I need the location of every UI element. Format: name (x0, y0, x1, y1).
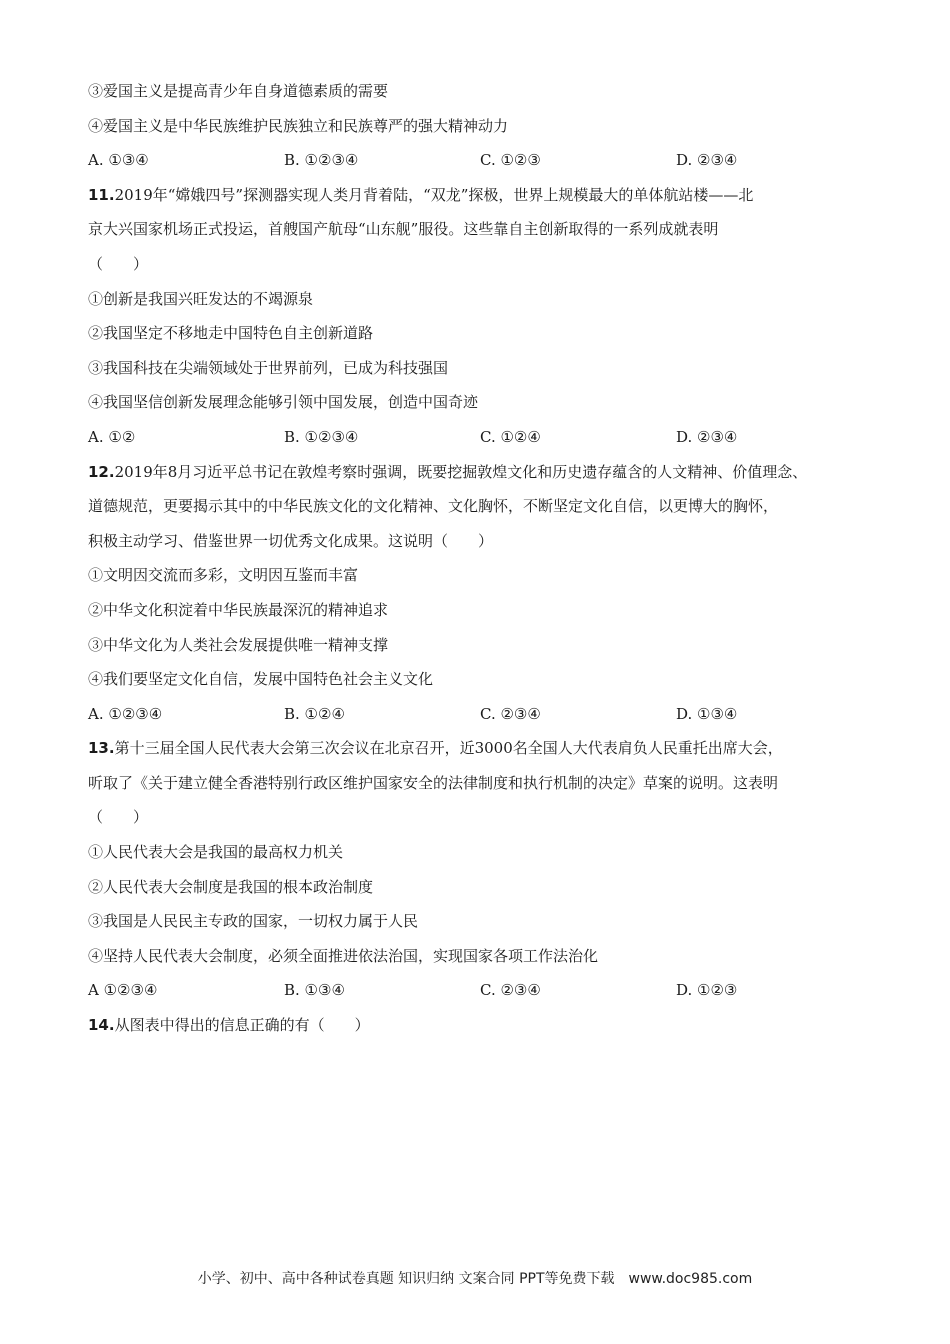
q10-item-3: ③爱国主义是提高青少年自身道德素质的需要 (88, 82, 389, 100)
q12-stem-text-1: 2019年8月习近平总书记在敦煌考察时强调，既要挖掘敦煌文化和历史遗存蕴含的人文精神、价值理念、 (114, 462, 808, 481)
q12-option-b: B. ①②④ (284, 704, 345, 723)
q11-option-c: C. ①②④ (480, 427, 541, 446)
q13-answer-blank: （ ） (88, 808, 149, 827)
q11-options (88, 420, 888, 455)
q13-option-c: C. ②③④ (480, 981, 541, 1000)
q12-item-3: ③中华文化为人类社会发展提供唯一精神支撑 (88, 635, 389, 654)
q11-answer-blank: （ ） (88, 254, 149, 273)
q12-number: 12. (88, 462, 115, 481)
q11-item-4: ④我国坚信创新发展理念能够引领中国发展，创造中国奇迹 (88, 393, 479, 412)
q12-item-4: ④我们要坚定文化自信，发展中国特色社会主义文化 (88, 670, 434, 689)
q12-option-c: C. ②③④ (480, 704, 541, 723)
q12-option-a: A. ①②③④ (88, 704, 163, 723)
q12-option-d: D. ①③④ (676, 704, 738, 723)
q13-option-a: A ①②③④ (88, 981, 158, 1000)
q13-option-d: D. ①②③ (676, 981, 738, 1000)
q13-item-3: ③我国是人民民主专政的国家，一切权力属于人民 (88, 912, 419, 931)
q13-stem-text-1: 第十三届全国人民代表大会第三次会议在北京召开，近3000名全国人大代表肩负人民重托出席大会， (114, 739, 783, 758)
q10-option-c: C. ①②③ (480, 151, 541, 170)
q12-options (88, 697, 888, 732)
q13-item-1: ①人民代表大会是我国的最高权力机关 (88, 843, 344, 862)
q12-stem-line-1 (88, 455, 888, 490)
q14-stem-line-1 (88, 1008, 888, 1043)
q14-number: 14. (88, 1016, 115, 1035)
q11-stem-line-1 (88, 178, 888, 213)
q14-stem-text-1: 从图表中得出的信息正确的有（ ） (114, 1016, 370, 1035)
q13-option-b: B. ①③④ (284, 981, 345, 1000)
q11-item-2: ②我国坚定不移地走中国特色自主创新道路 (88, 324, 374, 343)
q11-stem-text-1: 2019年“嫦娥四号”探测器实现人类月背着陆，“双龙”探极，世界上规模最大的单体航站楼——北 (114, 185, 754, 204)
q12-item-2: ②中华文化积淀着中华民族最深沉的精神追求 (88, 600, 389, 619)
q12-item-1: ①文明因交流而多彩，文明因互鉴而丰富 (88, 566, 359, 585)
q13-stem-line-1 (88, 731, 888, 766)
q10-option-b: B. ①②③④ (284, 151, 359, 170)
q11-item-3: ③我国科技在尖端领域处于世界前列，已成为科技强国 (88, 358, 449, 377)
q12-stem-line-2: 道德规范，更要揭示其中的中华民族文化的文化精神、文化胸怀，不断坚定文化自信，以更博大的胸怀， (88, 497, 779, 516)
page-footer: 小学、初中、高中各种试卷真题 知识归纳 文案合同 PPT等免费下载 www.doc985.com (197, 1271, 753, 1287)
q10-option-d: D. ②③④ (676, 151, 738, 170)
q12-stem-line-3: 积极主动学习、借鉴世界一切优秀文化成果。这说明（ ） (88, 531, 494, 550)
q13-options (88, 973, 888, 1008)
q13-number: 13. (88, 739, 115, 758)
q11-option-a: A. ①② (88, 427, 136, 446)
q11-number: 11. (88, 185, 115, 204)
q10-options (88, 143, 888, 178)
exam-page (88, 74, 888, 1043)
q13-item-4: ④坚持人民代表大会制度，必须全面推进依法治国，实现国家各项工作法治化 (88, 946, 599, 965)
q10-item-4: ④爱国主义是中华民族维护民族独立和民族尊严的强大精神动力 (88, 116, 509, 135)
q11-option-b: B. ①②③④ (284, 427, 359, 446)
q10-option-a: A. ①③④ (88, 151, 149, 170)
q11-item-1: ①创新是我国兴旺发达的不竭源泉 (88, 289, 314, 308)
q13-stem-line-2: 听取了《关于建立健全香港特别行政区维护国家安全的法律制度和执行机制的决定》草案的说明。这表明 (88, 773, 779, 792)
q13-item-2: ②人民代表大会制度是我国的根本政治制度 (88, 877, 374, 896)
q11-option-d: D. ②③④ (676, 427, 738, 446)
q11-stem-line-2: 京大兴国家机场正式投运，首艘国产航母“山东舰”服役。这些靠自主创新取得的一系列成就表明 (88, 220, 719, 239)
